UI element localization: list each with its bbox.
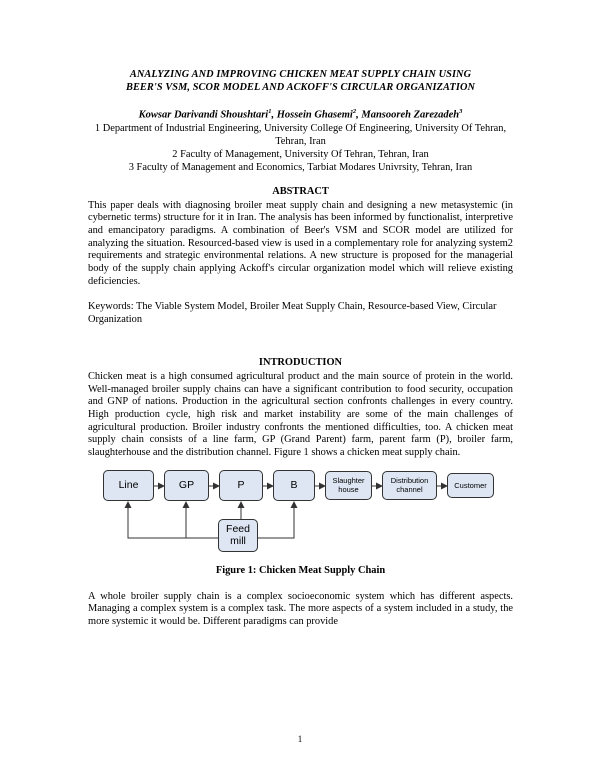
body-paragraph: A whole broiler supply chain is a complex socioeconomic system which has different aspects. Managing a complex system is a complex task. The more aspects of a system included in a study, the more systemic it would be. Different paradigms can provide bbox=[88, 590, 513, 628]
feed-mill-distribution-line bbox=[128, 502, 218, 538]
page-number: 1 bbox=[297, 734, 303, 744]
author-name: Kowsar Darivandi Shoushtari bbox=[138, 109, 269, 121]
abstract-heading: ABSTRACT bbox=[272, 185, 329, 197]
title-line-1: ANALYZING AND IMPROVING CHICKEN MEAT SUPPLY CHAIN USING bbox=[129, 69, 472, 80]
author-separator: , bbox=[271, 109, 277, 121]
paper-title bbox=[88, 68, 513, 94]
node-p-label: P bbox=[237, 479, 245, 492]
affiliation-3: 3 Faculty of Management and Economics, Tarbiat Modares Univrsity, Tehran, Iran bbox=[128, 161, 473, 173]
author-affiliation-mark: 2 bbox=[352, 108, 357, 115]
supply-chain-figure bbox=[88, 468, 513, 554]
node-line-label: Line bbox=[118, 479, 139, 492]
author-separator: , bbox=[356, 109, 362, 121]
node-b bbox=[273, 470, 315, 501]
affiliation-2: 2 Faculty of Management, University Of Tehran, Tehran, Iran bbox=[172, 148, 429, 160]
author-affiliation-mark: 1 bbox=[268, 108, 272, 115]
node-slaughterhouse-label-2: house bbox=[338, 485, 359, 495]
node-customer bbox=[447, 473, 494, 498]
node-customer-label: Customer bbox=[454, 480, 487, 490]
author-list bbox=[88, 105, 513, 122]
arrow-feed-b bbox=[258, 502, 294, 538]
author-affiliation-mark: 3 bbox=[459, 108, 463, 115]
node-feed-mill bbox=[218, 519, 258, 552]
node-b-label: B bbox=[290, 479, 298, 492]
affiliation-1: 1 Department of Industrial Engineering, University College Of Engineering, University Of Tehran, Tehran, Iran bbox=[94, 122, 507, 147]
node-p bbox=[219, 470, 263, 501]
introduction-text: Chicken meat is a high consumed agricultural product and the main source of protein in the world. Well-managed broiler supply chains can have a significant contribution to food security, occupation and GNP of nations. Production in the agricultural section confronts challenges in every country. High production cycle, high risk and market instability are some of the main challenges of agricultural production. Broiler industry confronts the mentioned difficulties, too. A chicken meat supply chain consists of a line farm, GP (Grand Parent) farm, parent farm (P), broiler farm, slaughterhouse and the distribution channel. Figure 1 shows a chicken meat supply chain. bbox=[88, 370, 513, 459]
node-line bbox=[103, 470, 154, 501]
author-name: Mansooreh Zarezadeh bbox=[361, 109, 460, 121]
node-gp bbox=[164, 470, 209, 501]
figure-caption: Figure 1: Chicken Meat Supply Chain bbox=[215, 564, 386, 576]
node-slaughterhouse-label-1: Slaughter bbox=[332, 476, 365, 486]
paper-page bbox=[88, 68, 513, 629]
node-feed-label-2: mill bbox=[230, 535, 246, 548]
title-line-2: BEER'S VSM, SCOR MODEL AND ACKOFF'S CIRCULAR ORGANIZATION bbox=[125, 82, 476, 93]
author-name: Hossein Ghasemi bbox=[276, 109, 353, 121]
introduction-heading: INTRODUCTION bbox=[258, 356, 343, 368]
node-gp-label: GP bbox=[178, 479, 195, 492]
keywords: Keywords: The Viable System Model, Broiler Meat Supply Chain, Resource-based View, Circular Organization bbox=[88, 301, 497, 326]
node-feed-label-1: Feed bbox=[226, 523, 250, 536]
node-distribution-channel bbox=[382, 471, 437, 500]
node-distribution-label-1: Distribution bbox=[390, 476, 429, 486]
node-distribution-label-2: channel bbox=[396, 485, 423, 495]
node-slaughterhouse bbox=[325, 471, 372, 500]
abstract-text: This paper deals with diagnosing broiler meat supply chain and designing a new metasystemic (in cybernetic terms) structure for it in Iran. The analysis has been informed by functionalist, interpretive and emancipatory paradigms. A combination of Beer's VSM and SCOR model are utilized for analyzing the situation. Resourced-based view is used in a complementary role for analyzing system2 requirements and strategic environmental relations. A new structure is proposed for the managerial body of the supply chain applying Ackoff's circular organization model which will relieve existing deficiencies. bbox=[88, 199, 513, 287]
